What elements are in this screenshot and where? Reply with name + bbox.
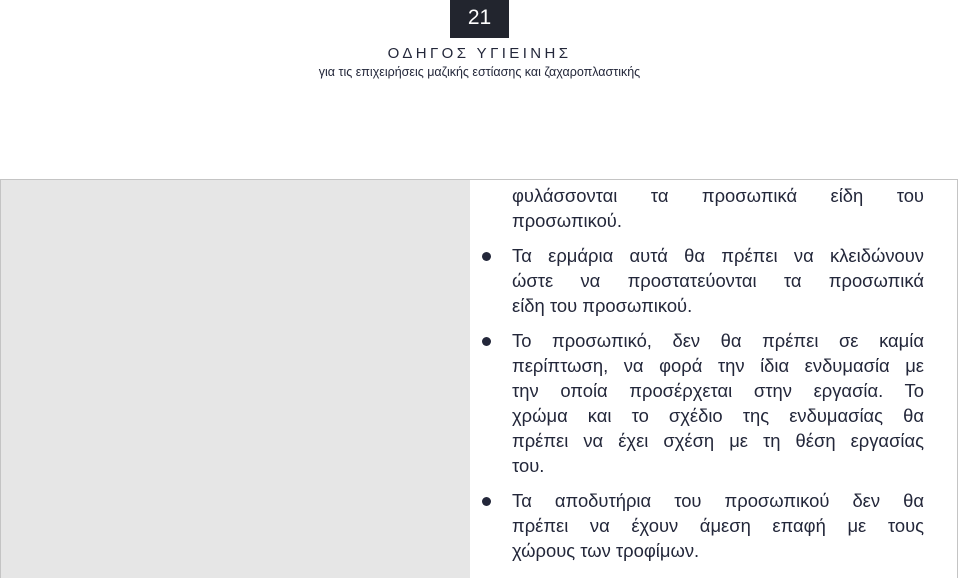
paragraph-line: χώρους των τροφίμων. [512,540,700,561]
paragraph-line: Το προσωπικό, δεν θα πρέπει σε καμία [512,330,924,351]
bullet-icon [482,497,491,506]
guide-title: ΟΔΗΓΟΣ ΥΓΙΕΙΝΗΣ [387,45,572,62]
guide-subtitle: για τις επιχειρήσεις μαζικής εστίασης και ζαχαροπλαστικής [318,65,641,79]
continued-paragraph [512,183,924,233]
bullet-icon [482,252,491,261]
paragraph-line: Τα ερμάρια αυτά θα πρέπει να κλειδώνουν [512,245,924,266]
bullet-item [512,243,924,318]
paragraph-line: Τα αποδυτήρια του προσωπικού δεν θα [512,490,924,511]
paragraph-line: είδη του προσωπικού. [512,295,693,316]
paragraph-line: περίπτωση, να φορά την ίδια ενδυμασία με [512,355,924,376]
bullet-icon [482,337,491,346]
paragraph-line: ώστε να προστατεύονται τα προσωπικά [512,270,924,291]
page-number: 21 [467,6,492,29]
paragraph-line: την οποία προσέρχεται στην εργασία. Το [512,380,924,401]
paragraph-line: φυλάσσονται τα προσωπικά είδη του [512,185,924,206]
bullet-item [512,328,924,478]
bullet-item [512,488,924,563]
text-column [512,183,924,573]
paragraph-line: χρώμα και το σχέδιο της ενδυμασίας θα [512,405,924,426]
paragraph-line: πρέπει να έχουν άμεση επαφή με τους [512,515,924,536]
paragraph-line: προσωπικού. [512,210,622,231]
page-number-badge [450,0,509,38]
paragraph-line: πρέπει να έχει σχέση με τη θέση εργασίας [512,430,924,451]
image-placeholder-panel [1,180,470,578]
paragraph-line: του. [512,455,545,476]
